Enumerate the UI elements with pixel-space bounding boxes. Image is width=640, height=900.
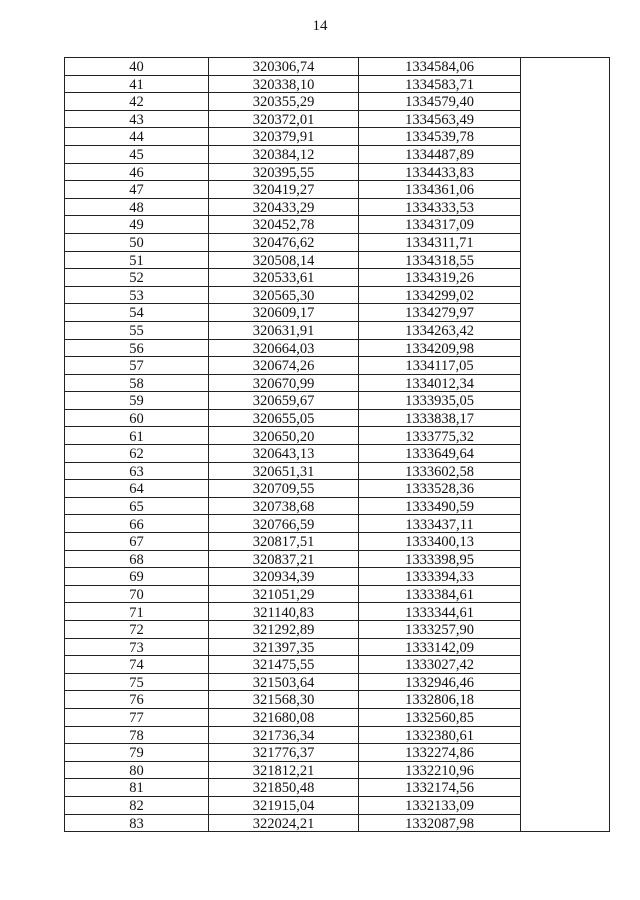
table-row — [65, 374, 610, 392]
point-number-cell: 70 — [65, 585, 209, 603]
empty-cell — [521, 216, 610, 234]
empty-cell — [521, 761, 610, 779]
point-number-cell: 75 — [65, 673, 209, 691]
table-row — [65, 814, 610, 832]
table-row — [65, 198, 610, 216]
empty-cell — [521, 673, 610, 691]
y-coordinate-cell: 1334318,55 — [359, 251, 521, 269]
point-number-cell: 51 — [65, 251, 209, 269]
table-row — [65, 427, 610, 445]
empty-cell — [521, 75, 610, 93]
point-number-cell: 64 — [65, 480, 209, 498]
table-row — [65, 93, 610, 111]
point-number-cell: 43 — [65, 110, 209, 128]
table-row — [65, 163, 610, 181]
empty-cell — [521, 251, 610, 269]
table-row — [65, 445, 610, 463]
x-coordinate-cell: 320655,05 — [209, 409, 359, 427]
y-coordinate-cell: 1334319,26 — [359, 269, 521, 287]
table-row — [65, 744, 610, 762]
point-number-cell: 49 — [65, 216, 209, 234]
y-coordinate-cell: 1333344,61 — [359, 603, 521, 621]
empty-cell — [521, 409, 610, 427]
table-row — [65, 726, 610, 744]
y-coordinate-cell: 1333257,90 — [359, 621, 521, 639]
y-coordinate-cell: 1334317,09 — [359, 216, 521, 234]
empty-cell — [521, 181, 610, 199]
x-coordinate-cell: 320609,17 — [209, 304, 359, 322]
x-coordinate-cell: 320533,61 — [209, 269, 359, 287]
y-coordinate-cell: 1334433,83 — [359, 163, 521, 181]
table-row — [65, 462, 610, 480]
table-row — [65, 638, 610, 656]
y-coordinate-cell: 1334209,98 — [359, 339, 521, 357]
x-coordinate-cell: 320659,67 — [209, 392, 359, 410]
table-row — [65, 75, 610, 93]
point-number-cell: 72 — [65, 621, 209, 639]
table-row — [65, 691, 610, 709]
y-coordinate-cell: 1333384,61 — [359, 585, 521, 603]
point-number-cell: 58 — [65, 374, 209, 392]
point-number-cell: 69 — [65, 568, 209, 586]
y-coordinate-cell: 1332087,98 — [359, 814, 521, 832]
table-row — [65, 673, 610, 691]
empty-cell — [521, 374, 610, 392]
table-row — [65, 269, 610, 287]
y-coordinate-cell: 1333027,42 — [359, 656, 521, 674]
x-coordinate-cell: 321292,89 — [209, 621, 359, 639]
table-row — [65, 708, 610, 726]
empty-cell — [521, 145, 610, 163]
table-row — [65, 233, 610, 251]
table-row — [65, 568, 610, 586]
point-number-cell: 76 — [65, 691, 209, 709]
x-coordinate-cell: 321915,04 — [209, 796, 359, 814]
y-coordinate-cell: 1334117,05 — [359, 357, 521, 375]
x-coordinate-cell: 320395,55 — [209, 163, 359, 181]
table-row — [65, 480, 610, 498]
y-coordinate-cell: 1334279,97 — [359, 304, 521, 322]
table-row — [65, 761, 610, 779]
y-coordinate-cell: 1332380,61 — [359, 726, 521, 744]
page-number: 14 — [312, 18, 328, 34]
empty-cell — [521, 128, 610, 146]
x-coordinate-cell: 320379,91 — [209, 128, 359, 146]
x-coordinate-cell: 321776,37 — [209, 744, 359, 762]
point-number-cell: 67 — [65, 533, 209, 551]
y-coordinate-cell: 1333437,11 — [359, 515, 521, 533]
table-row — [65, 128, 610, 146]
empty-cell — [521, 726, 610, 744]
table-row — [65, 550, 610, 568]
x-coordinate-cell: 321503,64 — [209, 673, 359, 691]
coordinates-table — [64, 57, 610, 832]
empty-cell — [521, 392, 610, 410]
x-coordinate-cell: 321680,08 — [209, 708, 359, 726]
table-row — [65, 304, 610, 322]
point-number-cell: 54 — [65, 304, 209, 322]
x-coordinate-cell: 320631,91 — [209, 321, 359, 339]
point-number-cell: 62 — [65, 445, 209, 463]
point-number-cell: 57 — [65, 357, 209, 375]
x-coordinate-cell: 321850,48 — [209, 779, 359, 797]
table-row — [65, 321, 610, 339]
empty-cell — [521, 814, 610, 832]
point-number-cell: 61 — [65, 427, 209, 445]
point-number-cell: 71 — [65, 603, 209, 621]
x-coordinate-cell: 320650,20 — [209, 427, 359, 445]
point-number-cell: 45 — [65, 145, 209, 163]
x-coordinate-cell: 320651,31 — [209, 462, 359, 480]
point-number-cell: 55 — [65, 321, 209, 339]
x-coordinate-cell: 322024,21 — [209, 814, 359, 832]
y-coordinate-cell: 1333838,17 — [359, 409, 521, 427]
x-coordinate-cell: 320372,01 — [209, 110, 359, 128]
empty-cell — [521, 286, 610, 304]
empty-cell — [521, 427, 610, 445]
y-coordinate-cell: 1333775,32 — [359, 427, 521, 445]
point-number-cell: 68 — [65, 550, 209, 568]
table-row — [65, 497, 610, 515]
x-coordinate-cell: 320355,29 — [209, 93, 359, 111]
y-coordinate-cell: 1333528,36 — [359, 480, 521, 498]
x-coordinate-cell: 320476,62 — [209, 233, 359, 251]
empty-cell — [521, 497, 610, 515]
y-coordinate-cell: 1333142,09 — [359, 638, 521, 656]
y-coordinate-cell: 1334361,06 — [359, 181, 521, 199]
table-row — [65, 357, 610, 375]
y-coordinate-cell: 1332806,18 — [359, 691, 521, 709]
point-number-cell: 47 — [65, 181, 209, 199]
x-coordinate-cell: 320670,99 — [209, 374, 359, 392]
empty-cell — [521, 550, 610, 568]
point-number-cell: 60 — [65, 409, 209, 427]
y-coordinate-cell: 1332560,85 — [359, 708, 521, 726]
table-row — [65, 409, 610, 427]
point-number-cell: 80 — [65, 761, 209, 779]
empty-cell — [521, 269, 610, 287]
x-coordinate-cell: 321812,21 — [209, 761, 359, 779]
empty-cell — [521, 621, 610, 639]
point-number-cell: 65 — [65, 497, 209, 515]
empty-cell — [521, 585, 610, 603]
table-row — [65, 58, 610, 76]
point-number-cell: 77 — [65, 708, 209, 726]
point-number-cell: 56 — [65, 339, 209, 357]
point-number-cell: 42 — [65, 93, 209, 111]
x-coordinate-cell: 320934,39 — [209, 568, 359, 586]
x-coordinate-cell: 320766,59 — [209, 515, 359, 533]
y-coordinate-cell: 1334311,71 — [359, 233, 521, 251]
empty-cell — [521, 445, 610, 463]
x-coordinate-cell: 320738,68 — [209, 497, 359, 515]
point-number-cell: 81 — [65, 779, 209, 797]
empty-cell — [521, 462, 610, 480]
empty-cell — [521, 339, 610, 357]
point-number-cell: 50 — [65, 233, 209, 251]
table-row — [65, 621, 610, 639]
y-coordinate-cell: 1332174,56 — [359, 779, 521, 797]
table-row — [65, 110, 610, 128]
x-coordinate-cell: 321140,83 — [209, 603, 359, 621]
point-number-cell: 78 — [65, 726, 209, 744]
empty-cell — [521, 58, 610, 76]
point-number-cell: 63 — [65, 462, 209, 480]
y-coordinate-cell: 1332133,09 — [359, 796, 521, 814]
y-coordinate-cell: 1333935,05 — [359, 392, 521, 410]
table-row — [65, 286, 610, 304]
y-coordinate-cell: 1333398,95 — [359, 550, 521, 568]
empty-cell — [521, 163, 610, 181]
point-number-cell: 59 — [65, 392, 209, 410]
x-coordinate-cell: 321736,34 — [209, 726, 359, 744]
table-row — [65, 585, 610, 603]
empty-cell — [521, 515, 610, 533]
table-row — [65, 533, 610, 551]
table-row — [65, 216, 610, 234]
table-row — [65, 392, 610, 410]
coordinates-table-body — [65, 58, 610, 832]
x-coordinate-cell: 320338,10 — [209, 75, 359, 93]
empty-cell — [521, 480, 610, 498]
y-coordinate-cell: 1334487,89 — [359, 145, 521, 163]
point-number-cell: 73 — [65, 638, 209, 656]
y-coordinate-cell: 1334012,34 — [359, 374, 521, 392]
y-coordinate-cell: 1333400,13 — [359, 533, 521, 551]
table-row — [65, 181, 610, 199]
empty-cell — [521, 110, 610, 128]
point-number-cell: 44 — [65, 128, 209, 146]
y-coordinate-cell: 1334333,53 — [359, 198, 521, 216]
x-coordinate-cell: 320643,13 — [209, 445, 359, 463]
point-number-cell: 46 — [65, 163, 209, 181]
point-number-cell: 48 — [65, 198, 209, 216]
empty-cell — [521, 708, 610, 726]
y-coordinate-cell: 1333490,59 — [359, 497, 521, 515]
table-row — [65, 603, 610, 621]
table-row — [65, 779, 610, 797]
x-coordinate-cell: 321397,35 — [209, 638, 359, 656]
y-coordinate-cell: 1333602,58 — [359, 462, 521, 480]
point-number-cell: 74 — [65, 656, 209, 674]
x-coordinate-cell: 320837,21 — [209, 550, 359, 568]
point-number-cell: 53 — [65, 286, 209, 304]
y-coordinate-cell: 1333649,64 — [359, 445, 521, 463]
y-coordinate-cell: 1334263,42 — [359, 321, 521, 339]
empty-cell — [521, 357, 610, 375]
empty-cell — [521, 603, 610, 621]
empty-cell — [521, 744, 610, 762]
x-coordinate-cell: 320452,78 — [209, 216, 359, 234]
table-row — [65, 656, 610, 674]
y-coordinate-cell: 1334299,02 — [359, 286, 521, 304]
empty-cell — [521, 656, 610, 674]
empty-cell — [521, 638, 610, 656]
y-coordinate-cell: 1332210,96 — [359, 761, 521, 779]
table-row — [65, 339, 610, 357]
y-coordinate-cell: 1334563,49 — [359, 110, 521, 128]
point-number-cell: 41 — [65, 75, 209, 93]
point-number-cell: 66 — [65, 515, 209, 533]
x-coordinate-cell: 321475,55 — [209, 656, 359, 674]
x-coordinate-cell: 320306,74 — [209, 58, 359, 76]
empty-cell — [521, 304, 610, 322]
empty-cell — [521, 568, 610, 586]
x-coordinate-cell: 321051,29 — [209, 585, 359, 603]
empty-cell — [521, 533, 610, 551]
x-coordinate-cell: 320817,51 — [209, 533, 359, 551]
y-coordinate-cell: 1334584,06 — [359, 58, 521, 76]
point-number-cell: 82 — [65, 796, 209, 814]
y-coordinate-cell: 1333394,33 — [359, 568, 521, 586]
empty-cell — [521, 233, 610, 251]
x-coordinate-cell: 320419,27 — [209, 181, 359, 199]
empty-cell — [521, 796, 610, 814]
x-coordinate-cell: 320664,03 — [209, 339, 359, 357]
empty-cell — [521, 321, 610, 339]
table-row — [65, 515, 610, 533]
y-coordinate-cell: 1332274,86 — [359, 744, 521, 762]
empty-cell — [521, 93, 610, 111]
table-row — [65, 145, 610, 163]
y-coordinate-cell: 1332946,46 — [359, 673, 521, 691]
y-coordinate-cell: 1334583,71 — [359, 75, 521, 93]
table-row — [65, 251, 610, 269]
table-row — [65, 796, 610, 814]
point-number-cell: 83 — [65, 814, 209, 832]
x-coordinate-cell: 321568,30 — [209, 691, 359, 709]
empty-cell — [521, 691, 610, 709]
x-coordinate-cell: 320384,12 — [209, 145, 359, 163]
empty-cell — [521, 198, 610, 216]
point-number-cell: 79 — [65, 744, 209, 762]
point-number-cell: 40 — [65, 58, 209, 76]
empty-cell — [521, 779, 610, 797]
x-coordinate-cell: 320433,29 — [209, 198, 359, 216]
point-number-cell: 52 — [65, 269, 209, 287]
x-coordinate-cell: 320565,30 — [209, 286, 359, 304]
y-coordinate-cell: 1334539,78 — [359, 128, 521, 146]
x-coordinate-cell: 320674,26 — [209, 357, 359, 375]
x-coordinate-cell: 320709,55 — [209, 480, 359, 498]
x-coordinate-cell: 320508,14 — [209, 251, 359, 269]
y-coordinate-cell: 1334579,40 — [359, 93, 521, 111]
